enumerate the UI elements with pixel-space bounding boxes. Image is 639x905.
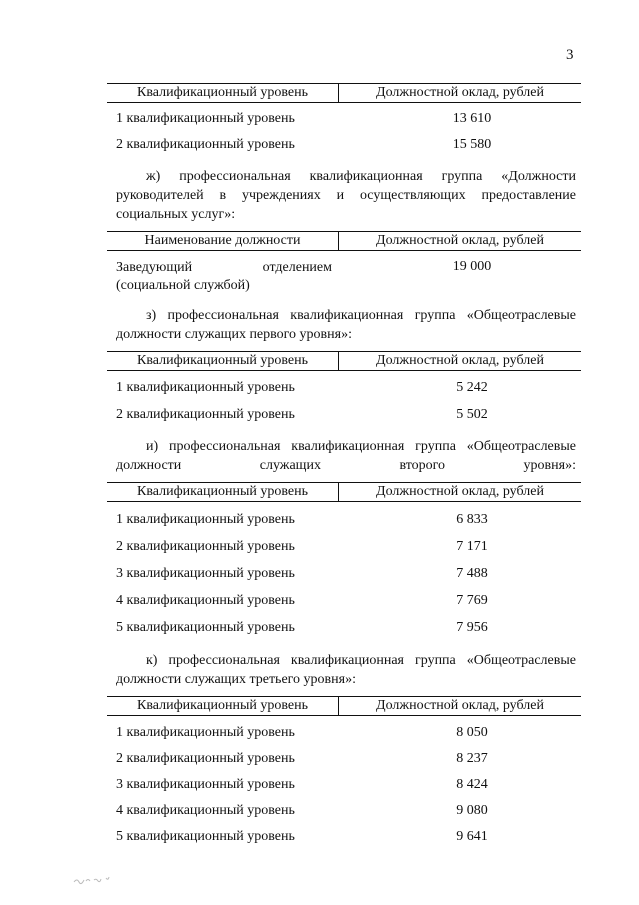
row-label: 4 квалификационный уровень — [116, 803, 295, 818]
column-header-position: Наименование должности — [107, 232, 339, 250]
row-value: 7 956 — [456, 620, 488, 635]
row-value: 9 641 — [456, 829, 488, 844]
page-number: 3 — [566, 47, 574, 63]
row-label: 2 квалификационный уровень — [116, 137, 295, 152]
table-row — [116, 407, 576, 425]
table-row — [116, 829, 576, 847]
table-header — [107, 83, 581, 103]
row-value: 8 050 — [456, 725, 488, 740]
row-label: 1 квалификационный уровень — [116, 725, 295, 740]
row-label: 1 квалификационный уровень — [116, 380, 295, 395]
row-label: 3 квалификационный уровень — [116, 566, 295, 581]
column-header-salary: Должностной оклад, рублей — [376, 697, 544, 713]
table-row — [116, 751, 576, 769]
pencil-mark — [72, 872, 122, 886]
column-header-level: Квалификационный уровень — [107, 483, 339, 501]
position-word-2: отделением — [262, 260, 332, 275]
row-value: 5 502 — [456, 407, 488, 422]
row-label: 2 квалификационный уровень — [116, 751, 295, 766]
column-header-level: Квалификационный уровень — [107, 697, 339, 715]
row-label: 1 квалификационный уровень — [116, 512, 295, 527]
column-header-salary: Должностной оклад, рублей — [376, 84, 544, 100]
table-row — [116, 566, 576, 584]
table-header — [107, 482, 581, 502]
row-value: 6 833 — [456, 512, 488, 527]
row-label: 4 квалификационный уровень — [116, 593, 295, 608]
row-value: 13 610 — [452, 111, 492, 126]
table-header — [107, 696, 581, 716]
position-word-1: Заведующий — [116, 260, 193, 275]
row-value: 8 237 — [456, 751, 488, 766]
column-header-salary: Должностной оклад, рублей — [376, 232, 544, 248]
row-label: 2 квалификационный уровень — [116, 407, 295, 422]
column-header-salary: Должностной оклад, рублей — [376, 483, 544, 499]
paragraph-i: и) профессиональная квалификационная группа «Общеотраслевые должности служащих второго уровня»: — [116, 439, 576, 473]
row-label: 3 квалификационный уровень — [116, 777, 295, 792]
row-label: 5 квалификационный уровень — [116, 620, 295, 635]
table-row — [116, 539, 576, 557]
row-value: 8 424 — [456, 777, 488, 792]
paragraph-k: к) профессиональная квалификационная группа «Общеотраслевые должности служащих третьего уровня»: — [116, 653, 576, 687]
row-label: 2 квалификационный уровень — [116, 539, 295, 554]
column-header-level: Квалификационный уровень — [107, 84, 339, 102]
row-label: 5 квалификационный уровень — [116, 829, 295, 844]
position-line-2: (социальной службой) — [116, 278, 250, 293]
row-value: 7 488 — [456, 566, 488, 581]
table-row — [116, 512, 576, 530]
position-name — [116, 259, 332, 295]
paragraph-zh: ж) профессиональная квалификационная группа «Должности руководителей в учреждениях и осуществляющих предоставление социальных услуг»: — [116, 169, 576, 222]
table-row — [116, 803, 576, 821]
table-row — [116, 380, 576, 398]
row-value: 9 080 — [456, 803, 488, 818]
table-row — [116, 593, 576, 611]
table-header — [107, 231, 581, 251]
table-row — [116, 620, 576, 638]
row-label: 1 квалификационный уровень — [116, 111, 295, 126]
table-header — [107, 351, 581, 371]
paragraph-z: з) профессиональная квалификационная группа «Общеотраслевые должности служащих первого уровня»: — [116, 308, 576, 342]
column-header-level: Квалификационный уровень — [107, 352, 339, 370]
table-row — [116, 777, 576, 795]
position-salary: 19 000 — [452, 259, 492, 274]
table-row — [116, 137, 576, 155]
table-row — [116, 111, 576, 129]
row-value: 5 242 — [456, 380, 488, 395]
table-row — [116, 725, 576, 743]
row-value: 7 171 — [456, 539, 488, 554]
row-value: 15 580 — [452, 137, 492, 152]
column-header-salary: Должностной оклад, рублей — [376, 352, 544, 368]
row-value: 7 769 — [456, 593, 488, 608]
